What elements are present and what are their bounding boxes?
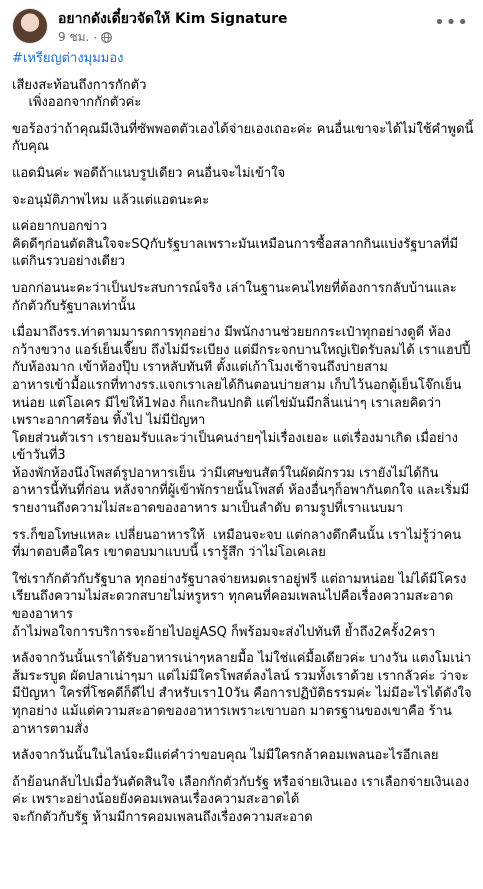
post-paragraph: แค่อยากบอกข่าว คิดดีๆก่อนตัดสินใจจะSQกับรัฐบาลเพราะมันเหมือนการซื้อสลากกินแบ่งรัฐบาลที่มีแต่กินรวบอย่างเดียว xyxy=(12,219,459,270)
post-paragraph: แอดมินค่ะ พอดีถ้าแนบรูปเดียว คนอื่นจะไม่เข้าใจ xyxy=(12,165,286,181)
post-paragraph: บอกก่อนนะคะว่าเป็นประสบการณ์จริง เล่าในฐานะคนไทยที่ต้องการกลับบ้านและกักตัวกับรัฐบาลเท่านั้น xyxy=(12,280,457,314)
hashtag-link[interactable]: #เหรียญต่างมุมมอง xyxy=(12,51,124,66)
post-paragraph: เสียงสะท้อนถึงการกักตัว เพิ่งออกจากกักตัวค่ะ xyxy=(12,77,147,111)
post-paragraph: ใช่เรากักตัวกับรัฐบาล ทุกอย่างรัฐบาลจ่ายหมดเราอยู่ฟรี แต่ถามหน่อย ไม่ได้มีโครงเรียนถึงความไม่สะดวกสบายไม่หรูหรา ทุกคนที่คอมเพลนไปคือเรื่องความสะอาด ของอาหาร ถ้าไม่พอใจการบริการจะย้ายไปอยู่ASQ ก็พร้อมจะส่งไปทันที ย้ำถึง2ครั้ง2ครา xyxy=(12,571,467,640)
post-paragraph: เมื่อมาถึงรร.ท่าตามมารตการทุกอย่าง มีพนักงานช่วยยกกระเป๋าทุกอย่างดูดี ห้องกว้างขวาง แอร์เย็นเจี๊ยบ ถึงไม่มีระเบียง แต่มีกระจกบานใหญ่เปิดรับลมได้ เราแฮปปี้กับห้องมาก เข้าห้องปุ๊บ เราหลับทันที ตั้งแต่เก้าโมงเช้าจนถึงบ่ายสาม อาหารเข้ามื้อแรกที่ทางรร.แจกเราเลยได้กินตอนบ่ายสาม เก็บไว้นอกตู้เย็นโจ๊กเย็นหน่อย แต่โอเคร มีไข่ให้1ฟอง ก็แกะกินปกติ แต่ไข่มันมีกลิ่นเน่าๆ เราเลยคิดว่าเพราะอากาศร้อน ทิ้งไป ไม่มีปัญหา โดยส่วนตัวเรา เรายอมรับและว่าเป็นคนง่ายๆไม่เรื่องเยอะ แต่เรื่องมาเกิด เมื่อย่างเข้าวันที่3 ห้องพักห้องนึงโพสต์รูปอาหารเย็น ว่ามีเศษขนสัตว์ในผัดผักรวม เรายังไม่ได้กินอาหารนี้ทันที่ก่อน หลังจากที่ผู้เข้าพักรายนั้นโพสต์ ห้องอื่นๆก็อพากันตกใจ และเริ่มมีรายงานถึงความไม่สะอาดของอาหาร มาเป็นลำดับ ตามรูปที่เราแนบมา xyxy=(12,325,471,517)
post-content xyxy=(12,50,474,836)
post-time[interactable]: 9 ชม. xyxy=(58,30,90,44)
post-paragraph: หลังจากวันนั้นเราได้รับอาหารเน่าๆหลายมื้อ ไม่ใช่แค่มื้อเดียวค่ะ บางวัน แตงโมเน่า ส้มระรบูด ผัดปลาเน่าๆมา แต่ไม่มีใครโพสต์ลงไลน์ รวมทั้งเราด้วย เรากลัวค่ะ ว่าจะมีปัญหา ใครที่โชคดีก็ดีไป สำหรับเรา10วัน คือการปฏิบัติธรรมค่ะ ไม่มีอะไรได้ดังใจทุกอย่าง แม้แต่ความสะอาดของอาหารเพราะเขาบอก มาตรฐานของเขาคือ ร้านอาหารตามสั่ง xyxy=(12,651,476,737)
post-header xyxy=(0,0,483,50)
page-name-link[interactable]: อยากดังเดี๋ยวจัดให้ Kim Signature xyxy=(58,11,288,27)
globe-icon xyxy=(101,32,112,43)
more-options-icon[interactable]: ••• xyxy=(434,12,469,33)
post-paragraph: รร.ก็ขอโทษแหละ เปลี่ยนอาหารให้ เหมือนจะจบ แต่กลางดึกคืนนั้น เราไม่รู้ว่าคนที่มาตอบคือใคร เขาตอบมาแบบนี้ เรารู้สึก ว่าไม่โอเคเลย xyxy=(12,527,462,561)
post-meta xyxy=(58,28,112,47)
post-paragraph: ขอร้องว่าถ้าคุณมีเงินที่ซัพพอตตัวเองได้จ่ายเองเถอะค่ะ คนอื่นเขาจะได้ไม่ใช้คำพูดนี้กับคุณ xyxy=(12,121,474,155)
profile-avatar[interactable] xyxy=(12,8,48,44)
post-paragraph: หลังจากวันนั้นในไลน์จะมีแต่คำว่าขอบคุณ ไม่มีใครกล้าคอมเพลนอะไรอีกเลย xyxy=(12,748,439,764)
post-paragraph: ถ้าย้อนกลับไปเมื่อวันตัดสินใจ เลือกกักตัวกับรัฐ หรือจ่ายเงินเอง เราเลือกจ่ายเงินเองค่ะ เพราะอย่างน้อยยังคอมเพลนเรื่องความสะอาดได้ จะกักตัวกับรัฐ ห้ามมีการคอมเพลนถึงเรื่องความสะอาด xyxy=(12,774,470,825)
meta-separator: · xyxy=(93,30,98,45)
post-paragraph: จะอนุมัติภาพไหม แล้วแต่แอดนะคะ xyxy=(12,192,210,208)
